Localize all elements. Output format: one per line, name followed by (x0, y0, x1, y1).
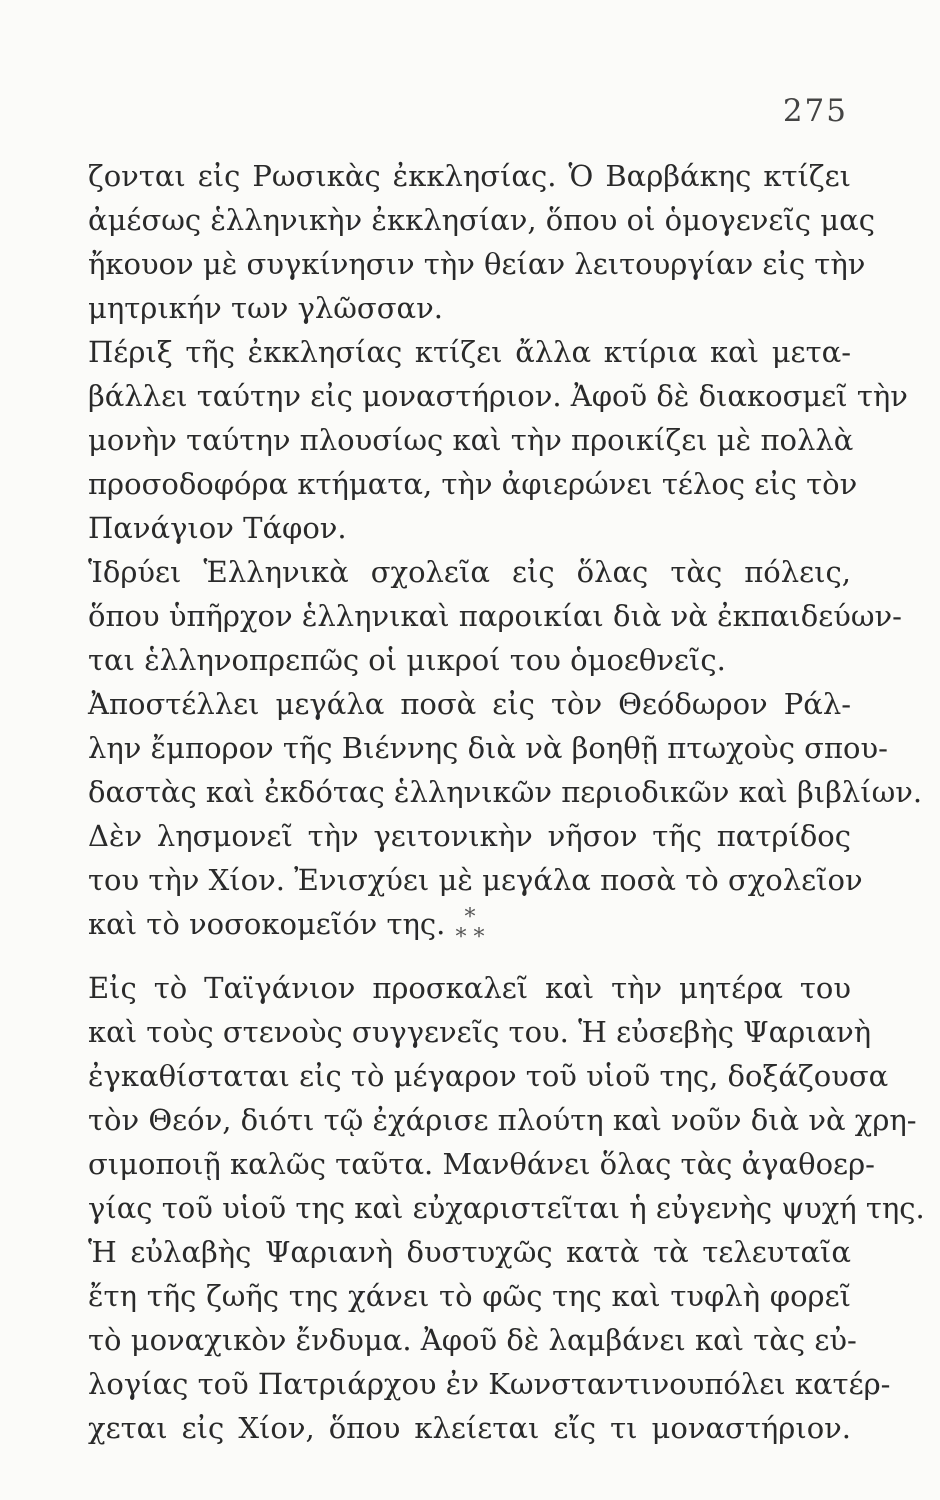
text-line: ἀμέσως ἑλληνικὴν ἐκκλησίαν, ὅπου οἱ ὁμογενεῖς μας (88, 203, 875, 237)
text-line: λην ἔμπορον τῆς Βιέννης διὰ νὰ βοηθῇ πτωχοὺς σπου- (88, 731, 888, 765)
text-line: τὸ μοναχικὸν ἔνδυμα. Ἀφοῦ δὲ λαμβάνει καὶ τὰς εὐ- (88, 1323, 857, 1357)
text-line: ζονται εἰς Ρωσικὰς ἐκκλησίας. Ὁ Βαρβάκης κτίζει (88, 159, 851, 193)
text-line: βάλλει ταύτην εἰς μοναστήριον. Ἀφοῦ δὲ διακοσμεῖ τὴν (88, 379, 908, 413)
text-line: δαστὰς καὶ ἐκδότας ἑλληνικῶν περιοδικῶν καὶ βιβλίων. (88, 775, 923, 809)
text-line: σιμοποιῇ καλῶς ταῦτα. Μανθάνει ὅλας τὰς ἀγαθοερ- (88, 1147, 875, 1181)
text-line: γίας τοῦ υἱοῦ της καὶ εὐχαριστεῖται ἡ εὐγενὴς ψυχή της. (88, 1191, 925, 1225)
text-section-2 (88, 966, 925, 1450)
asterisk-bottom: * * (455, 925, 485, 950)
text-line: Πανάγιον Τάφον. (88, 511, 347, 545)
text-line: Ἀποστέλλει μεγάλα ποσὰ εἰς τὸν Θεόδωρον Ράλ- (88, 687, 851, 721)
text-line: Εἰς τὸ Ταϊγάνιον προσκαλεῖ καὶ τὴν μητέρα του (88, 971, 851, 1005)
text-line: καὶ τὸ νοσοκομεῖόν της. (88, 907, 446, 941)
text-line: ται ἑλληνοπρεπῶς οἱ μικροί του ὁμοεθνεῖς. (88, 643, 726, 677)
text-line: ἔτη τῆς ζωῆς της χάνει τὸ φῶς της καὶ τυφλὴ φορεῖ (88, 1279, 851, 1313)
text-line: Ἡ εὐλαβὴς Ψαριανὴ δυστυχῶς κατὰ τὰ τελευταῖα (88, 1235, 851, 1269)
text-line: ἤκουον μὲ συγκίνησιν τὴν θείαν λειτουργίαν εἰς τὴν (88, 247, 866, 281)
text-line: λογίας τοῦ Πατριάρχου ἐν Κωνσταντινουπόλει κατέρ- (88, 1367, 891, 1401)
page-number: 275 (782, 93, 848, 129)
text-line: Δὲν λησμονεῖ τὴν γειτονικὴν νῆσον τῆς πατρίδος (88, 819, 851, 853)
text-line: τὸν Θεόν, διότι τῷ ἐχάρισε πλούτη καὶ νοῦν διὰ νὰ χρη- (88, 1103, 917, 1137)
text-line: Ἱδρύει Ἑλληνικὰ σχολεῖα εἰς ὅλας τὰς πόλεις, (88, 555, 851, 589)
text-line: Πέριξ τῆς ἐκκλησίας κτίζει ἄλλα κτίρια καὶ μετα- (88, 335, 851, 369)
text-line: προσοδοφόρα κτήματα, τὴν ἀφιερώνει τέλος εἰς τὸν (88, 467, 858, 501)
text-line: ἐγκαθίσταται εἰς τὸ μέγαρον τοῦ υἱοῦ της, δοξάζουσα (88, 1059, 889, 1093)
text-line: χεται εἰς Χίον, ὅπου κλείεται εἴς τι μοναστήριον. (88, 1411, 851, 1445)
text-line: καὶ τοὺς στενοὺς συγγενεῖς του. Ἡ εὐσεβὴς Ψαριανὴ (88, 1015, 872, 1049)
text-line: μονὴν ταύτην πλουσίως καὶ τὴν προικίζει μὲ πολλὰ (88, 423, 854, 457)
text-line: του τὴν Χίον. Ἐνισχύει μὲ μεγάλα ποσὰ τὸ σχολεῖον (88, 863, 863, 897)
asterisk-top: * (464, 905, 476, 930)
text-section-1 (88, 154, 923, 946)
section-separator (0, 905, 940, 950)
text-line: ὅπου ὑπῆρχον ἑλληνικαὶ παροικίαι διὰ νὰ ἐκπαιδεύων- (88, 599, 902, 633)
text-line: μητρικήν των γλῶσσαν. (88, 291, 443, 325)
